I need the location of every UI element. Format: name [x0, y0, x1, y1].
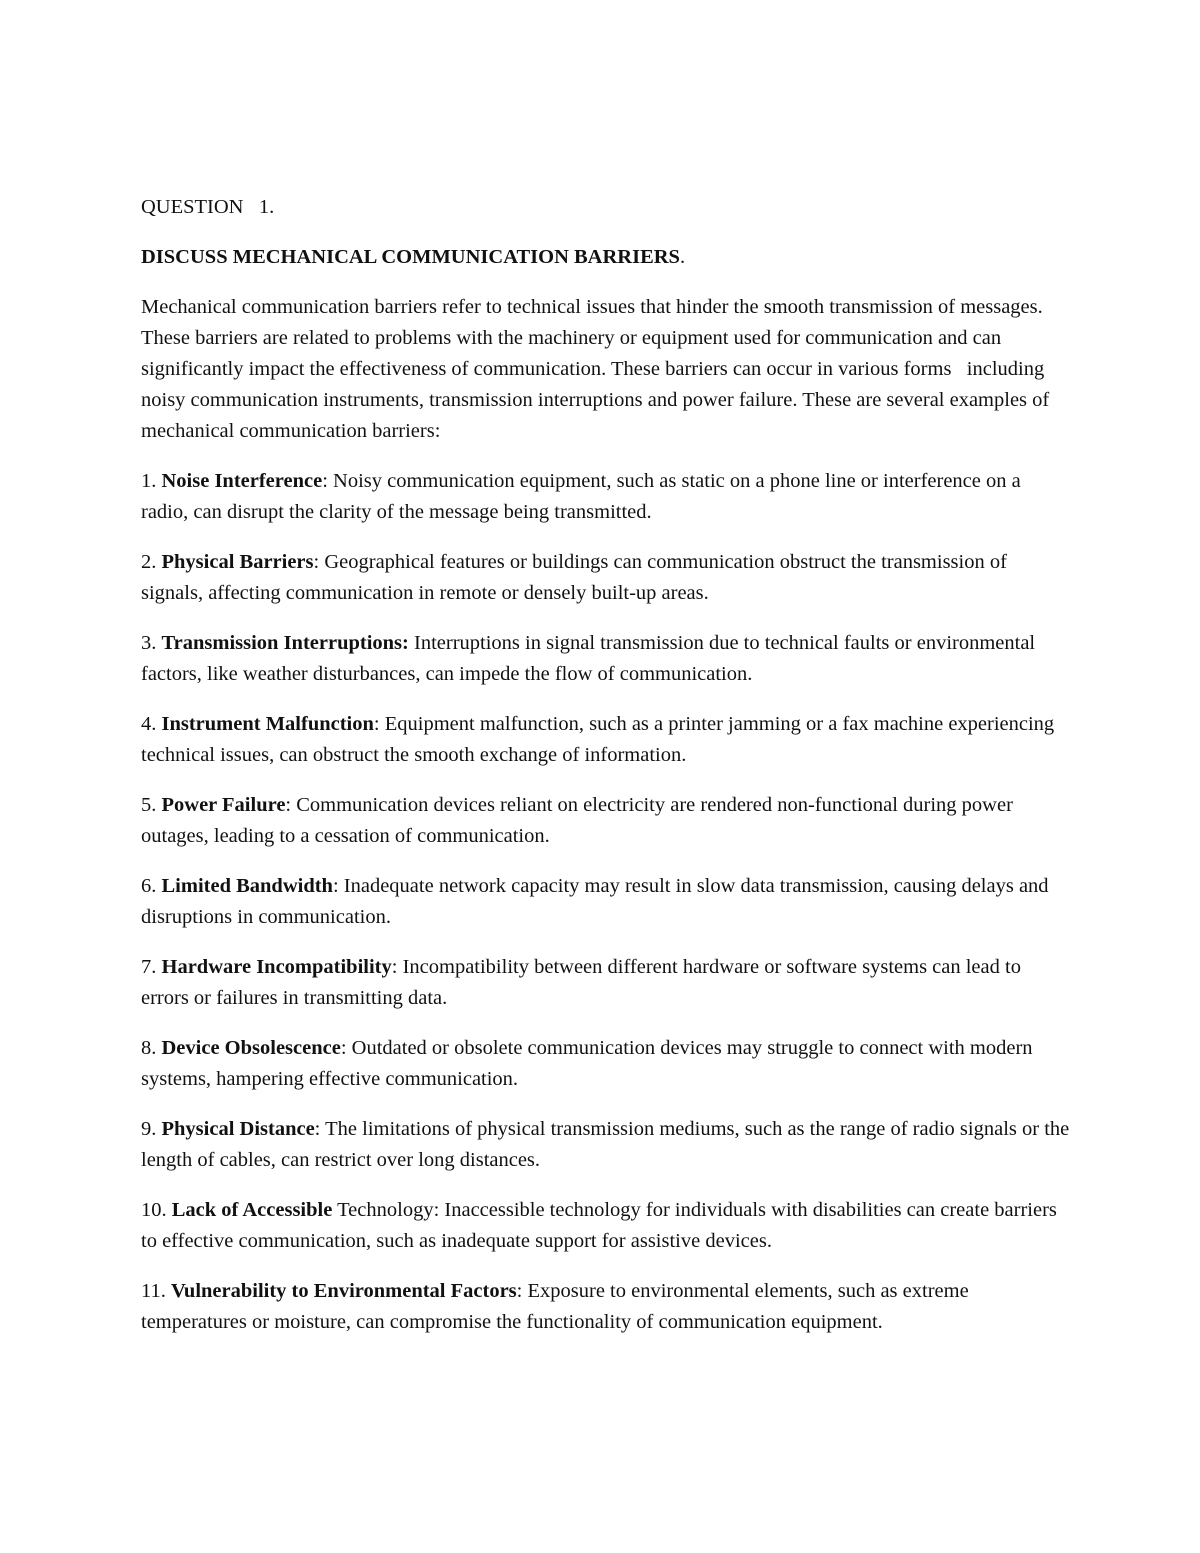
list-item: [141, 466, 1071, 528]
list-item: [141, 628, 1071, 690]
item-number: 10.: [141, 1199, 167, 1221]
document-page: [141, 192, 1071, 1357]
list-item: [141, 1114, 1071, 1176]
item-number: 6.: [141, 875, 157, 897]
item-number: 4.: [141, 713, 157, 735]
item-text: Technology: Inaccessible technology for individuals with disabilities can create barriers to effective communication, such as inadequate support for assistive devices.: [141, 1199, 1057, 1252]
item-term: Power Failure: [161, 794, 286, 816]
item-term: Vulnerability to Environmental Factors: [171, 1280, 517, 1302]
item-text: : Communication devices reliant on electricity are rendered non-functional during power outages, leading to a cessation of communication.: [141, 794, 1013, 847]
item-number: 1.: [141, 470, 157, 492]
item-text: : Exposure to environmental elements, such as extreme temperatures or moisture, can compromise the functionality of communication equipment.: [141, 1280, 969, 1333]
item-text: : The limitations of physical transmission mediums, such as the range of radio signals or the length of cables, can restrict over long distances.: [141, 1118, 1070, 1171]
item-term: Instrument Malfunction: [161, 713, 374, 735]
item-text: : Equipment malfunction, such as a printer jamming or a fax machine experiencing technical issues, can obstruct the smooth exchange of information.: [141, 713, 1055, 766]
list-item: [141, 790, 1071, 852]
list-item: [141, 1033, 1071, 1095]
subtitle-period: .: [679, 246, 686, 268]
item-text: : Outdated or obsolete communication devices may struggle to connect with modern systems, hampering effective communication.: [141, 1037, 1033, 1090]
item-number: 2.: [141, 551, 157, 573]
intro-paragraph: Mechanical communication barriers refer to technical issues that hinder the smooth transmission of messages. These barriers are related to problems with the machinery or equipment used for communication and can significantly impact the effectiveness of communication. These barriers can occur in various forms including noisy communication instruments, transmission interruptions and power failure. These are several examples of mechanical communication barriers:: [141, 296, 1055, 442]
item-term: Device Obsolescence: [161, 1037, 341, 1059]
item-number: 8.: [141, 1037, 157, 1059]
item-text: : Inadequate network capacity may result in slow data transmission, causing delays and disruptions in communication.: [141, 875, 1049, 928]
item-term: Physical Barriers: [161, 551, 314, 573]
item-number: 5.: [141, 794, 157, 816]
barrier-list: [141, 466, 1071, 1338]
item-number: 11.: [141, 1280, 166, 1302]
list-item: [141, 871, 1071, 933]
list-item: [141, 709, 1071, 771]
list-item: [141, 1195, 1071, 1257]
list-item: [141, 952, 1071, 1014]
item-term: Noise Interference: [161, 470, 323, 492]
item-text: Interruptions in signal transmission due to technical faults or environmental factors, like weather disturbances, can impede the flow of communication.: [141, 632, 1036, 685]
item-term: Lack of Accessible: [171, 1199, 333, 1221]
item-term: Hardware Incompatibility: [161, 956, 392, 978]
item-term: Transmission Interruptions:: [161, 632, 409, 654]
list-item: [141, 1276, 1071, 1338]
item-number: 7.: [141, 956, 157, 978]
item-number: 9.: [141, 1118, 157, 1140]
item-term: Limited Bandwidth: [161, 875, 333, 897]
question-subtitle: [141, 242, 1071, 273]
list-item: [141, 547, 1071, 609]
item-text: : Geographical features or buildings can communication obstruct the transmission of signals, affecting communication in remote or densely built-up areas.: [141, 551, 1007, 604]
item-text: : Noisy communication equipment, such as static on a phone line or interference on a radio, can disrupt the clarity of the message being transmitted.: [141, 470, 1021, 523]
item-text: : Incompatibility between different hardware or software systems can lead to errors or failures in transmitting data.: [141, 956, 1021, 1009]
item-term: Physical Distance: [161, 1118, 315, 1140]
subtitle-text: DISCUSS MECHANICAL COMMUNICATION BARRIERS: [141, 246, 680, 268]
question-title: QUESTION 1.: [141, 196, 275, 218]
item-number: 3.: [141, 632, 157, 654]
